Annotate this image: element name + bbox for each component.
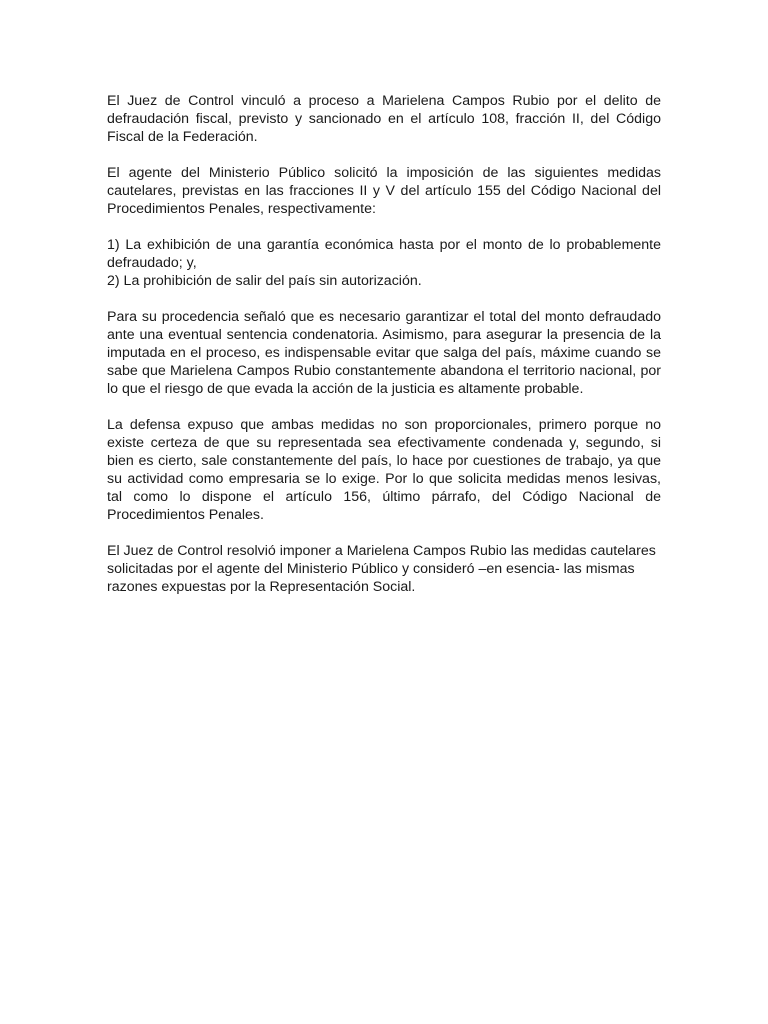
list-item-1: 1) La exhibición de una garantía económica hasta por el monto de lo probablemente defraudado; y, <box>107 237 661 271</box>
paragraph-4: La defensa expuso que ambas medidas no son proporcionales, primero porque no existe certeza de que su representada sea efectivamente condenada y, segundo, si bien es cierto, sale constantemente del país, lo hace por cuestiones de trabajo, ya que su actividad como empresaria se lo exige. Por lo que solicita medidas menos lesivas, tal como lo dispone el artículo 156, último párrafo, del Código Nacional de Procedimientos Penales. <box>107 417 661 523</box>
document-body <box>107 92 661 614</box>
paragraph-2: El agente del Ministerio Público solicitó la imposición de las siguientes medidas cautelares, previstas en las fracciones II y V del artículo 155 del Código Nacional del Procedimientos Penales, respectivamente: <box>107 165 661 217</box>
measures-list <box>107 236 661 290</box>
list-item-2: 2) La prohibición de salir del país sin autorización. <box>107 273 422 289</box>
paragraph-5: El Juez de Control resolvió imponer a Marielena Campos Rubio las medidas cautelares solicitadas por el agente del Ministerio Público y consideró –en esencia- las mismas razones expuestas por la Representación Social. <box>107 543 656 595</box>
paragraph-3: Para su procedencia señaló que es necesario garantizar el total del monto defraudado ante una eventual sentencia condenatoria. Asimismo, para asegurar la presencia de la imputada en el proceso, es indispensable evitar que salga del país, máxime cuando se sabe que Marielena Campos Rubio constantemente abandona el territorio nacional, por lo que el riesgo de que evada la acción de la justicia es altamente probable. <box>107 309 661 397</box>
paragraph-1: El Juez de Control vinculó a proceso a Marielena Campos Rubio por el delito de defraudación fiscal, previsto y sancionado en el artículo 108, fracción II, del Código Fiscal de la Federación. <box>107 93 661 145</box>
